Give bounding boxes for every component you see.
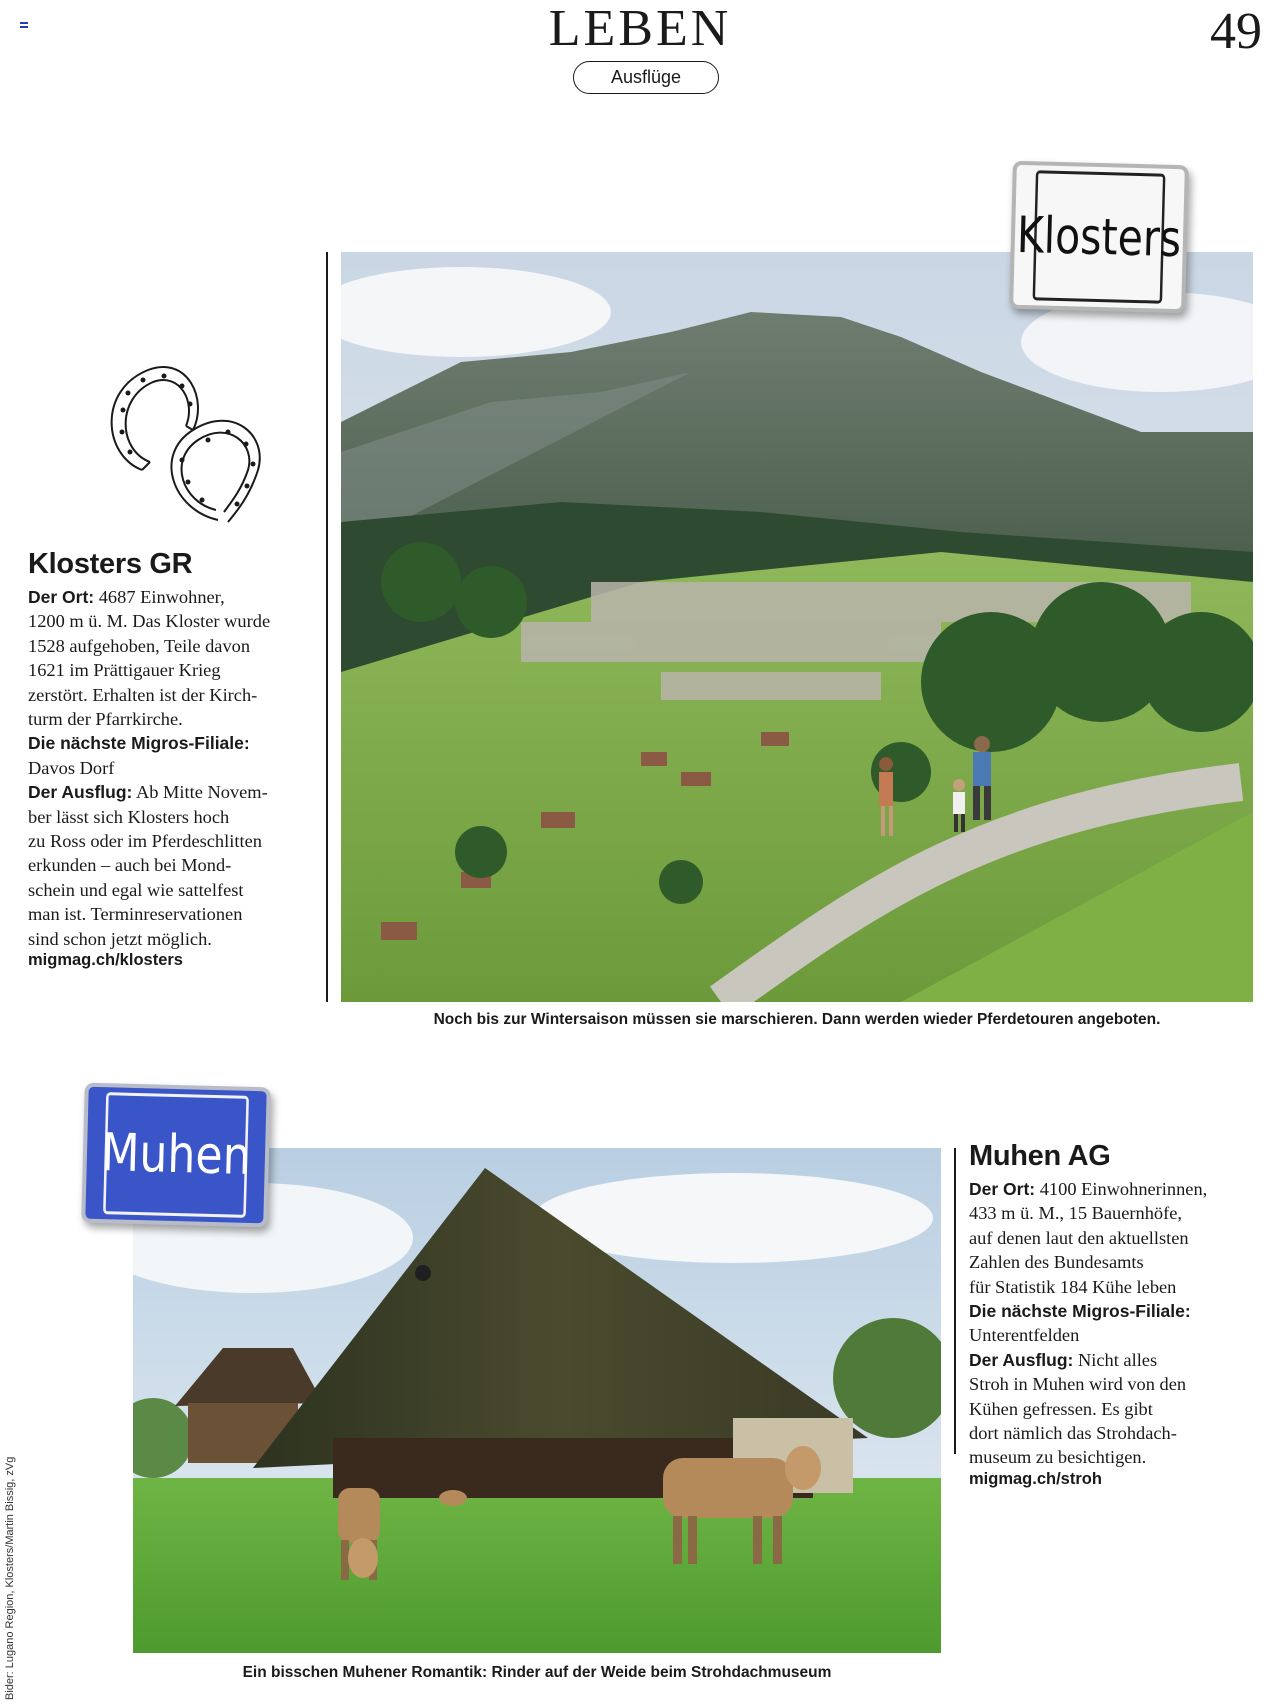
muhen-ort-label: Der Ort: <box>969 1179 1036 1199</box>
klosters-migros-label: Die nächste Migros-Filiale: <box>28 733 250 754</box>
klosters-migros-value: Davos Dorf <box>28 757 115 778</box>
column-divider <box>326 252 328 1002</box>
photo-credit-text: Bider: Lugano Region, Klosters/Martin Bissig, zVg <box>4 1456 16 1700</box>
klosters-ausflug-line: sind schon jetzt möglich. <box>28 928 212 949</box>
muhen-article <box>969 1140 1269 1489</box>
klosters-ort-label: Der Ort: <box>28 587 95 607</box>
klosters-photo <box>341 252 1253 1002</box>
klosters-caption: Noch bis zur Wintersaison müssen sie marschieren. Dann werden wieder Pferdetouren angeboten. <box>433 1011 1161 1028</box>
muhen-ort-line: Zahlen des Bundesamts <box>969 1252 1144 1273</box>
muhen-ausflug-line: Stroh in Muhen wird von den <box>969 1374 1187 1395</box>
klosters-ausflug-line: man ist. Terminreservationen <box>28 904 243 925</box>
column-divider <box>954 1148 956 1454</box>
muhen-caption: Ein bisschen Muhener Romantik: Rinder auf der Weide beim Strohdachmuseum <box>242 1664 832 1681</box>
muhen-town-sign <box>81 1083 271 1228</box>
klosters-ausflug-line: zu Ross oder im Pferdeschlitten <box>28 831 262 852</box>
klosters-sign-text: Klosters <box>1033 170 1166 303</box>
muhen-ort-line: 4100 Einwohnerinnen, <box>1039 1179 1208 1199</box>
muhen-ausflug-line: museum zu besichtigen. <box>969 1447 1147 1468</box>
klosters-ort-line: 4687 Einwohner, <box>98 587 225 607</box>
klosters-ort-line: 1621 im Prättigauer Krieg <box>28 660 221 681</box>
page-number: 49 <box>1210 3 1262 60</box>
klosters-ausflug-line: Ab Mitte Novem- <box>135 782 268 803</box>
muhen-ausflug-line: dort nämlich das Strohdach- <box>969 1423 1177 1444</box>
muhen-link[interactable]: migmag.ch/stroh <box>969 1469 1102 1488</box>
klosters-ort-line: zerstört. Erhalten ist der Kirch- <box>28 684 258 705</box>
klosters-ort-line: turm der Pfarrkirche. <box>28 709 183 730</box>
subsection-badge: Ausflüge <box>573 61 719 94</box>
klosters-ausflug-line: ber lässt sich Klosters hoch <box>28 806 230 827</box>
klosters-ort-line: 1200 m ü. M. Das Kloster wurde <box>28 611 271 632</box>
klosters-ausflug-line: schein und egal wie sattelfest <box>28 879 244 900</box>
klosters-article <box>28 548 318 970</box>
muhen-title: Muhen AG <box>969 1140 1111 1172</box>
muhen-ausflug-line: Nicht alles <box>1077 1349 1158 1370</box>
muhen-migros-value: Unterentfelden <box>969 1325 1080 1346</box>
klosters-town-sign <box>1009 161 1189 314</box>
muhen-ausflug-line: Kühen gefressen. Es gibt <box>969 1398 1153 1419</box>
photo-credit <box>2 1380 18 1700</box>
section-title: LEBEN <box>548 0 732 57</box>
horseshoe-icon <box>98 360 268 530</box>
muhen-ausflug-label: Der Ausflug: <box>969 1349 1074 1370</box>
muhen-migros-label: Die nächste Migros-Filiale: <box>969 1301 1191 1322</box>
muhen-ort-line: auf denen laut den aktuellsten <box>969 1227 1189 1248</box>
klosters-ausflug-label: Der Ausflug: <box>28 782 133 803</box>
klosters-ausflug-line: erkunden – auch bei Mond- <box>28 855 232 876</box>
klosters-link[interactable]: migmag.ch/klosters <box>28 951 183 970</box>
klosters-ort-line: 1528 aufgehoben, Teile davon <box>28 635 251 656</box>
muhen-ort-line: 433 m ü. M., 15 Bauernhöfe, <box>969 1203 1182 1224</box>
muhen-ort-line: für Statistik 184 Kühe leben <box>969 1276 1177 1297</box>
klosters-title: Klosters GR <box>28 548 193 580</box>
muhen-sign-text: Muhen <box>103 1092 249 1218</box>
